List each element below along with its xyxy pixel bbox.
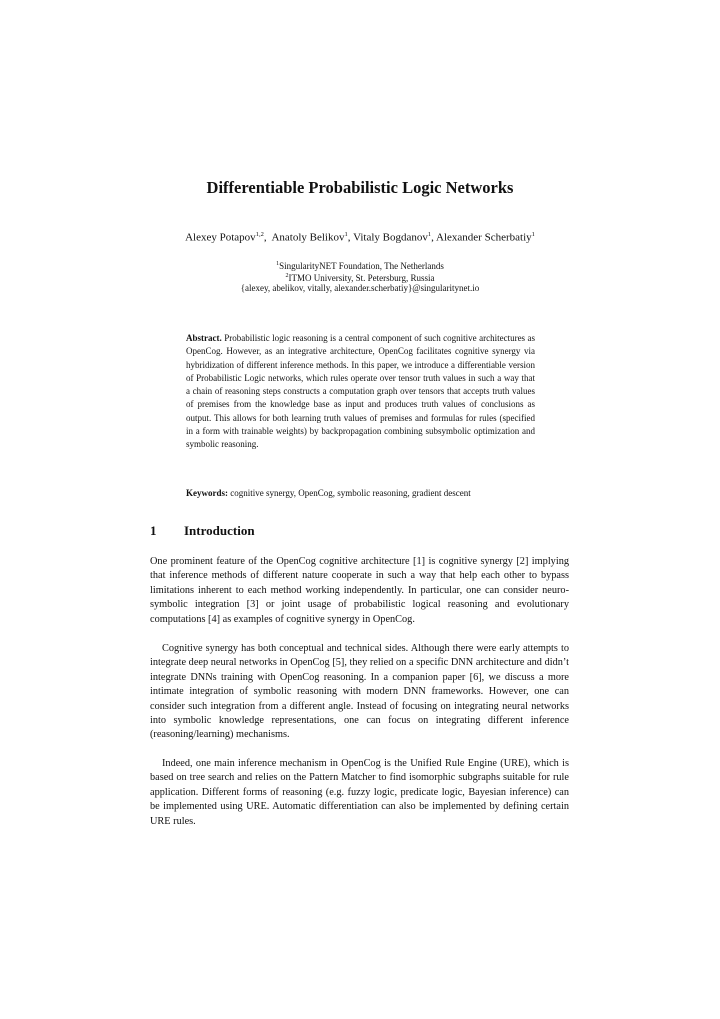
author-affiliation-mark: 1	[531, 231, 535, 238]
keywords	[186, 488, 546, 498]
body-paragraph: One prominent feature of the OpenCog cognitive architecture [1] is cognitive synergy [2] implying that inference methods of different nature cooperate in such a way that help each other to bypass limitations inherent to each method working independently. In particular, one can consider neuro-symbolic integration [3] or joint usage of probabilistic logical reasoning and evolutionary computations [4] as examples of cognitive synergy in OpenCog.	[150, 556, 569, 625]
affiliation-mark: 2	[285, 273, 289, 279]
author-name: Vitaly Bogdanov	[353, 231, 428, 244]
author-affiliation-mark: 1	[344, 231, 348, 238]
body-paragraph: Indeed, one main inference mechanism in OpenCog is the Unified Rule Engine (URE), which is based on tree search and relies on the Pattern Matcher to find isomorphic subgraphs suitable for rule application. Different forms of reasoning (e.g. fuzzy logic, predicate logic, Bayesian inference) can be implemented using URE. Automatic differentiation can also be implemented by defining certain URE rules.	[150, 758, 569, 827]
affiliation-text: ITMO University, St. Petersburg, Russia	[288, 273, 435, 283]
section-heading	[150, 523, 255, 539]
abstract-label: Abstract.	[186, 333, 222, 343]
paper-title: Differentiable Probabilistic Logic Networks	[206, 178, 514, 197]
affiliation-text: SingularityNET Foundation, The Netherlands	[279, 261, 444, 271]
author-affiliation-mark: 1	[427, 231, 432, 238]
section-title: Introduction	[184, 523, 255, 538]
author-separator: ,	[347, 231, 354, 244]
keywords-label: Keywords:	[186, 488, 228, 498]
author-list	[0, 231, 720, 244]
author-name: Alexey Potapov	[185, 231, 256, 244]
author-name: Anatoly Belikov	[271, 231, 345, 244]
author-name: Alexander Scherbatiy	[436, 231, 532, 244]
author-separator: ,	[431, 231, 437, 244]
author-emails: {alexey, abelikov, vitally, alexander.scherbatiy}@singularitynet.io	[240, 283, 480, 293]
author-separator: ,	[263, 231, 272, 244]
keywords-text: cognitive synergy, OpenCog, symbolic reasoning, gradient descent	[230, 488, 471, 498]
abstract-text: Probabilistic logic reasoning is a central component of such cognitive architectures as OpenCog. However, as an integrative architecture, OpenCog facilitates cognitive synergy via hybridization of different inference methods. In this paper, we introduce a differentiable version of Probabilistic Logic networks, which rules operate over tensor truth values in such a way that a chain of reasoning steps constructs a computation graph over tensors that accepts truth values of premises from the knowledge base as input and produces truth values of conclusions as output. This allows for both learning truth values of premises and formulas for rules (specified in a form with trainable weights) by backpropagation combining subsymbolic optimization and symbolic reasoning.	[186, 333, 536, 450]
affiliation-mark: 1	[276, 261, 280, 267]
author-affiliation-mark: 1,2	[255, 231, 264, 238]
abstract	[186, 332, 535, 452]
body-paragraph: Cognitive synergy has both conceptual and technical sides. Although there were early attempts to integrate deep neural networks in OpenCog [5], they relied on a specific DNN architecture and didn’t integrate DNNs training with OpenCog reasoning. In a companion paper [6], we discuss a more intimate integration of symbolic reasoning with modern DNN frameworks. However, one can consider such integration from a different angle. Instead of focusing on integrating neural networks into symbolic knowledge representations, one can focus on integrating different inference (reasoning/learning) mechanisms.	[150, 643, 569, 741]
section-number: 1	[150, 523, 157, 538]
